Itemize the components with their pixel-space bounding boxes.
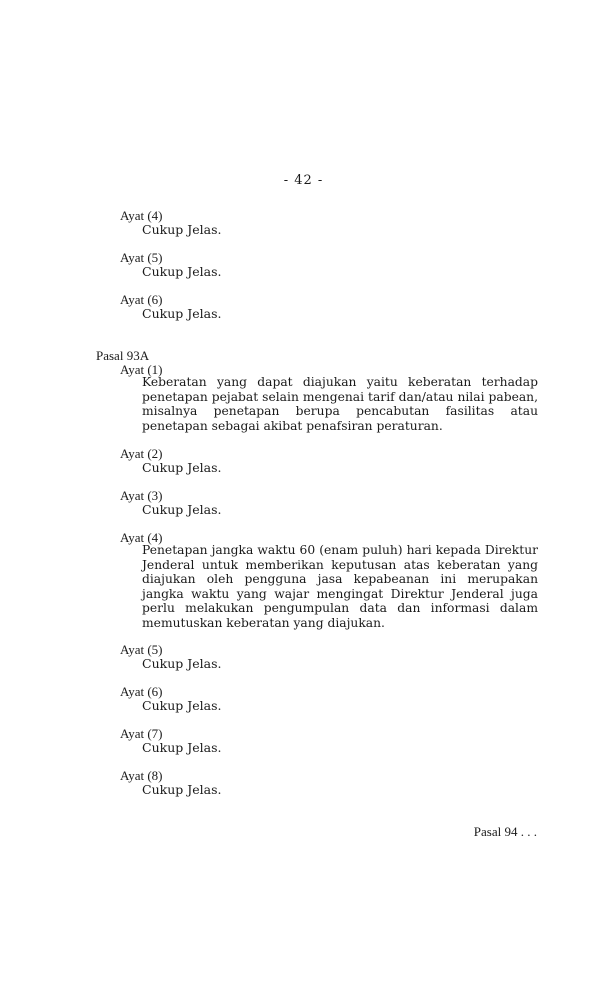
ayat-label: Ayat (8)	[120, 768, 163, 783]
ayat-label: Ayat (3)	[120, 488, 163, 503]
ayat-paragraph: Penetapan jangka waktu 60 (enam puluh) hari kepada Direktur Jenderal untuk memberikan keputusan atas keberatan yang diajukan oleh pengguna jasa kepabeanan ini merupakan jangka waktu yang wajar mengingat Direktur Jenderal juga perlu melakukan pengumpulan data dan informasi dalam memutuskan keberatan yang diajukan.	[142, 543, 538, 630]
next-section-reference: Pasal 94 . . .	[473, 824, 537, 839]
ayat-body: Cukup Jelas.	[142, 502, 222, 517]
ayat-body: Cukup Jelas.	[142, 698, 222, 713]
ayat-paragraph: Keberatan yang dapat diajukan yaitu keberatan terhadap penetapan pejabat selain mengenai tarif dan/atau nilai pabean, misalnya penetapan berupa pencabutan fasilitas atau penetapan sebagai akibat penafsiran peraturan.	[142, 375, 538, 433]
ayat-label: Ayat (5)	[120, 250, 163, 265]
ayat-body: Cukup Jelas.	[142, 740, 222, 755]
page-number: - 42 -	[283, 173, 324, 188]
ayat-label: Ayat (4)	[120, 208, 163, 223]
ayat-body: Cukup Jelas.	[142, 264, 222, 279]
ayat-label: Ayat (4)	[120, 530, 163, 545]
ayat-label: Ayat (2)	[120, 446, 163, 461]
pasal-heading: Pasal 93A	[96, 348, 150, 363]
ayat-body: Cukup Jelas.	[142, 656, 222, 671]
ayat-body: Cukup Jelas.	[142, 222, 222, 237]
ayat-label: Ayat (6)	[120, 292, 163, 307]
ayat-body: Cukup Jelas.	[142, 782, 222, 797]
ayat-body: Cukup Jelas.	[142, 460, 222, 475]
ayat-label: Ayat (1)	[120, 362, 163, 377]
ayat-label: Ayat (6)	[120, 684, 163, 699]
ayat-label: Ayat (7)	[120, 726, 163, 741]
ayat-body: Cukup Jelas.	[142, 306, 222, 321]
ayat-label: Ayat (5)	[120, 642, 163, 657]
